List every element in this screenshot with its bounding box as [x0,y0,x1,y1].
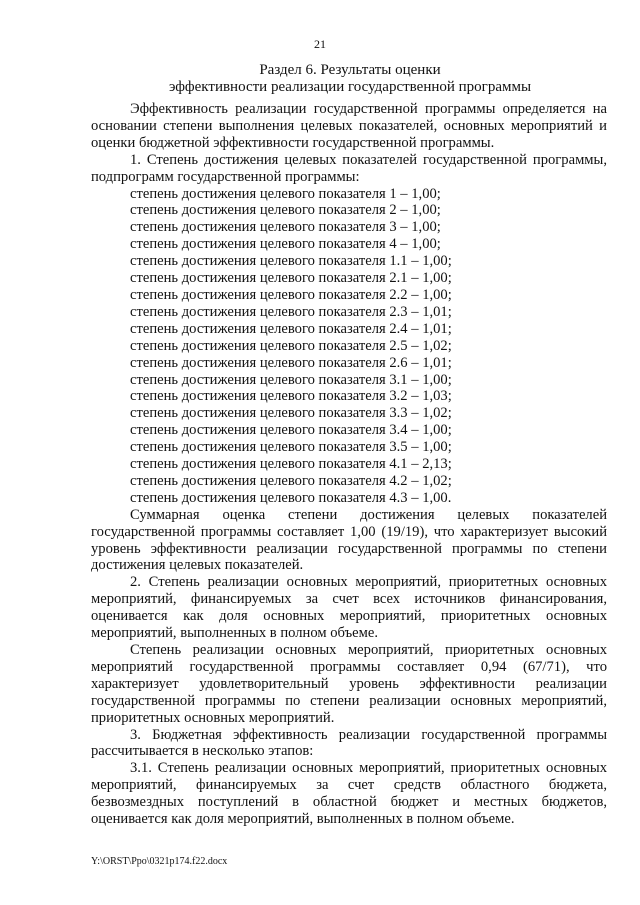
section-title-line-2: эффективности реализации государственной программы [168,79,532,95]
indicator-item: степень достижения целевого показателя 2.2 – 1,00; [130,286,452,303]
indicator-item: степень достижения целевого показателя 2.6 – 1,01; [130,354,452,371]
indicator-list [91,186,607,507]
paragraph-2b: Степень реализации основных мероприятий, приоритетных основных мероприятий государственной программы составляет 0,94 (67/71), что характеризует удовлетворительный уровень эффективности реализации государственной программы по степени реализации основных мероприятий, приоритетных основных мероприятий. [91,642,607,726]
indicator-item: степень достижения целевого показателя 2 – 1,00; [130,202,441,219]
paragraph-intro: Эффективность реализации государственной программы определяется на основании степени выполнения целевых показателей, основных мероприятий и оценки бюджетной эффективности государственной программы. [91,101,607,151]
paragraph-1: 1. Степень достижения целевых показателей государственной программы, подпрограмм государственной программы: [91,151,607,185]
indicator-item: степень достижения целевого показателя 1.1 – 1,00; [130,253,452,270]
indicator-item: степень достижения целевого показателя 2.3 – 1,01; [130,303,452,320]
document-body [91,101,607,828]
paragraph-3-1: 3.1. Степень реализации основных мероприятий, приоритетных основных мероприятий, финансируемых за счет средств областного бюджета, безвозмездных поступлений в областной бюджет и местных бюджетов, оценивается как доля мероприятий, выполненных в полном объеме. [91,760,607,828]
section-title-line-1: Раздел 6. Результаты оценки [259,62,441,78]
indicator-item: степень достижения целевого показателя 3.5 – 1,00; [130,439,452,456]
indicator-item: степень достижения целевого показателя 2.4 – 1,01; [130,320,452,337]
section-title [0,62,640,96]
indicator-item: степень достижения целевого показателя 3.2 – 1,03; [130,388,452,405]
indicator-item: степень достижения целевого показателя 4.1 – 2,13; [130,456,452,473]
paragraph-2: 2. Степень реализации основных мероприятий, приоритетных основных мероприятий, финансируемых за счет всех источников финансирования, оценивается как доля основных мероприятий, приоритетных основных мероприятий, выполненных в полном объеме. [91,574,607,642]
paragraph-summary: Суммарная оценка степени достижения целевых показателей государственной программы составляет 1,00 (19/19), что характеризует высокий уровень эффективности реализации государственной программы по степени достижения целевых показателей. [91,506,607,574]
indicator-item: степень достижения целевого показателя 3 – 1,00; [130,219,441,236]
indicator-item: степень достижения целевого показателя 3.3 – 1,02; [130,405,452,422]
indicator-item: степень достижения целевого показателя 4 – 1,00; [130,236,441,253]
indicator-item: степень достижения целевого показателя 2.5 – 1,02; [130,337,452,354]
indicator-item: степень достижения целевого показателя 2.1 – 1,00; [130,270,452,287]
indicator-item: степень достижения целевого показателя 3.4 – 1,00; [130,422,452,439]
paragraph-3: 3. Бюджетная эффективность реализации государственной программы рассчитывается в несколько этапов: [91,726,607,760]
indicator-item: степень достижения целевого показателя 1 – 1,00; [130,185,441,202]
indicator-item: степень достижения целевого показателя 4.3 – 1,00. [130,489,452,506]
indicator-item: степень достижения целевого показателя 3.1 – 1,00; [130,371,452,388]
page-number: 21 [314,37,326,51]
file-path-footer: Y:\ORST\Ppo\0321p174.f22.docx [91,856,228,867]
indicator-item: степень достижения целевого показателя 4.2 – 1,02; [130,472,452,489]
